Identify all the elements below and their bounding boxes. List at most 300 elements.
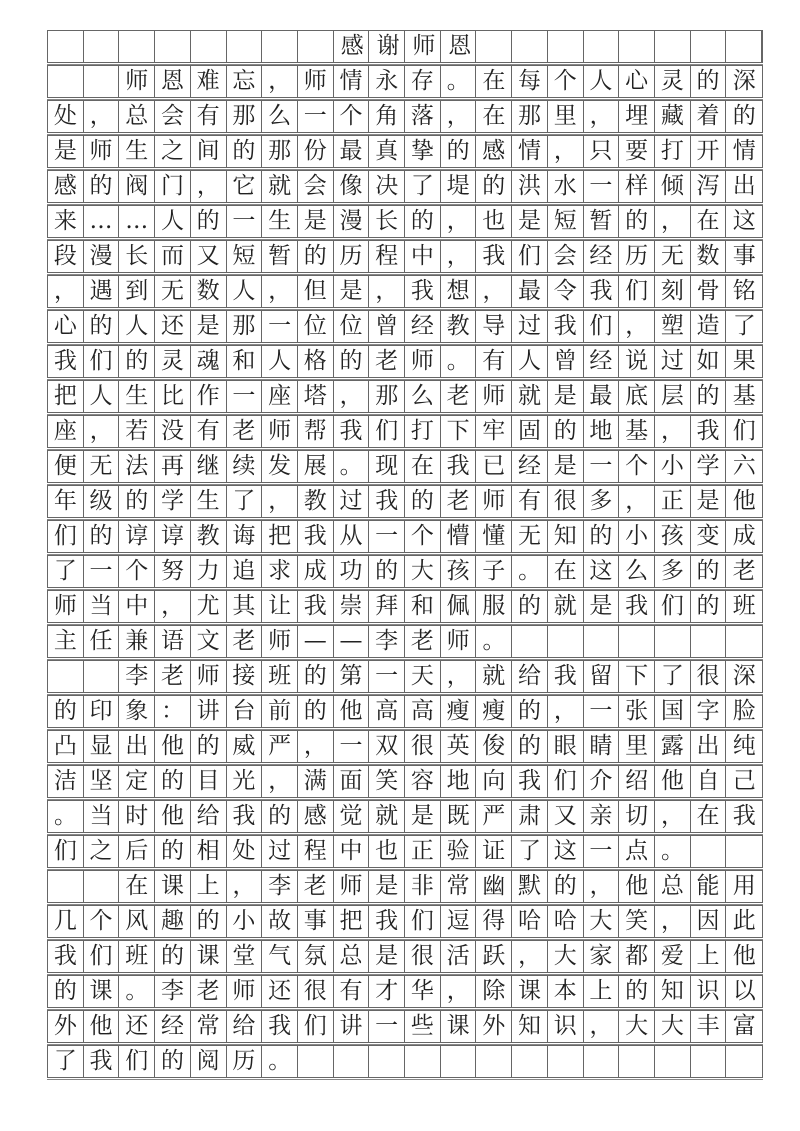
grid-cell: 大: [655, 1011, 691, 1042]
grid-cell: 英: [441, 731, 477, 762]
grid-cell: [548, 626, 584, 657]
grid-cell: [476, 31, 512, 62]
grid-cell: 底: [619, 381, 655, 412]
grid-cell: 在: [476, 101, 512, 132]
grid-cell: 有: [476, 346, 512, 377]
grid-cell: 在: [691, 801, 727, 832]
grid-cell: 再: [155, 451, 191, 482]
grid-cell: 班: [262, 661, 298, 692]
grid-cell: 大: [584, 906, 620, 937]
grid-cell: 是: [369, 871, 405, 902]
grid-cell: 笑: [369, 766, 405, 797]
grid-cell: 想: [441, 276, 477, 307]
grid-cell: 爱: [655, 941, 691, 972]
grid-cell: 天: [405, 661, 441, 692]
grid-cell: 识: [548, 1011, 584, 1042]
grid-cell: 都: [619, 941, 655, 972]
grid-cell: 若: [119, 416, 155, 447]
grid-cell: 的: [119, 346, 155, 377]
grid-cell: 堂: [227, 941, 263, 972]
grid-cell: 讲: [334, 1011, 370, 1042]
grid-cell: 情: [732, 138, 756, 164]
grid-cell: 一: [584, 836, 620, 867]
grid-cell: [298, 31, 334, 62]
grid-cell: 李: [119, 661, 155, 692]
grid-cell: 面: [334, 766, 370, 797]
grid-cell: 自: [691, 766, 727, 797]
grid-cell: 气: [262, 941, 298, 972]
grid-cell: 一: [584, 696, 620, 727]
grid-cell: 的: [227, 136, 263, 167]
grid-cell: 真: [369, 136, 405, 167]
grid-cell: 下: [619, 661, 655, 692]
grid-cell: 经: [584, 241, 620, 272]
grid-cell: ，: [369, 276, 405, 307]
grid-cell: 了: [655, 661, 691, 692]
grid-cell: 本: [548, 976, 584, 1007]
grid-cell: 一: [227, 206, 263, 237]
grid-cell: 严: [262, 731, 298, 762]
grid-cell: 打: [655, 136, 691, 167]
grid-cell: 脸: [732, 698, 756, 724]
grid-cell: ，: [441, 976, 477, 1007]
grid-cell: 点: [619, 836, 655, 867]
grid-cell: 们: [84, 941, 120, 972]
grid-cell: 验: [441, 836, 477, 867]
grid-cell: 人: [584, 66, 620, 97]
grid-cell: 一: [262, 311, 298, 342]
grid-cell: 求: [262, 556, 298, 587]
grid-cell: 总: [334, 941, 370, 972]
grid-cell: ，: [227, 871, 263, 902]
grid-cell: 生: [262, 206, 298, 237]
grid-cell: 老: [441, 486, 477, 517]
grid-cell: 们: [84, 346, 120, 377]
grid-cell: 常: [191, 1011, 227, 1042]
grid-cell: [655, 31, 691, 62]
grid-cell: 但: [298, 276, 334, 307]
grid-cell: 角: [369, 101, 405, 132]
grid-cell: 骨: [691, 276, 727, 307]
grid-cell: ，: [262, 486, 298, 517]
grid-cell: 们: [298, 1011, 334, 1042]
grid-cell: 心: [619, 66, 655, 97]
grid-cell: 师: [262, 416, 298, 447]
grid-row: [47, 940, 763, 973]
grid-cell: 教: [298, 486, 334, 517]
grid-cell: 有: [334, 976, 370, 1007]
grid-cell: 总: [119, 101, 155, 132]
grid-cell: 肃: [512, 801, 548, 832]
grid-cell: ，: [48, 276, 84, 307]
grid-cell: 知: [512, 1011, 548, 1042]
grid-cell: [691, 31, 727, 62]
grid-cell: 课: [84, 976, 120, 1007]
grid-cell: 落: [405, 101, 441, 132]
grid-cell: 丰: [691, 1011, 727, 1042]
grid-cell: 他: [619, 871, 655, 902]
grid-cell: 便: [48, 451, 84, 482]
grid-cell: 上: [691, 941, 727, 972]
grid-cell: 很: [405, 941, 441, 972]
grid-cell: 漫: [84, 241, 120, 272]
grid-cell: 老: [155, 661, 191, 692]
grid-cell: 的: [405, 486, 441, 517]
grid-cell: 大: [619, 1011, 655, 1042]
grid-cell: ，: [655, 206, 691, 237]
grid-cell: 纯: [732, 733, 756, 759]
grid-cell: 接: [227, 661, 263, 692]
grid-cell: 是: [48, 136, 84, 167]
grid-cell: 活: [441, 941, 477, 972]
grid-cell: 我: [48, 941, 84, 972]
grid-row: [47, 730, 763, 763]
grid-cell: 洪: [512, 171, 548, 202]
essay-title: 感谢师恩: [340, 33, 484, 59]
grid-cell: 很: [548, 486, 584, 517]
grid-cell: 个: [84, 906, 120, 937]
grid-cell: 主: [48, 626, 84, 657]
grid-row: [47, 380, 763, 413]
grid-cell: 一: [369, 1011, 405, 1042]
grid-cell: 说: [619, 346, 655, 377]
grid-cell: 就: [476, 661, 512, 692]
grid-row: [47, 975, 763, 1008]
grid-cell: 处: [48, 101, 84, 132]
grid-cell: 堤: [441, 171, 477, 202]
grid-cell: 的: [191, 206, 227, 237]
grid-cell: 的: [619, 976, 655, 1007]
grid-cell: 暂: [262, 241, 298, 272]
grid-cell: 一: [334, 731, 370, 762]
grid-cell: [369, 1046, 405, 1077]
grid-cell: 事: [732, 243, 756, 269]
grid-cell: 心: [48, 311, 84, 342]
grid-cell: 的: [405, 206, 441, 237]
grid-cell: 曾: [369, 311, 405, 342]
grid-cell: 如: [691, 346, 727, 377]
grid-cell: 么: [405, 381, 441, 412]
grid-cell: [262, 31, 298, 62]
grid-cell: [441, 31, 477, 62]
grid-cell: 这: [584, 556, 620, 587]
grid-cell: 正: [405, 836, 441, 867]
grid-cell: [584, 1046, 620, 1077]
grid-cell: 历: [227, 1046, 263, 1077]
grid-cell: 我: [691, 416, 727, 447]
grid-cell: 让: [262, 591, 298, 622]
grid-cell: 灵: [155, 346, 191, 377]
grid-cell: 他: [732, 488, 756, 514]
grid-cell: 挚: [405, 136, 441, 167]
grid-cell: [119, 31, 155, 62]
grid-cell: 会: [155, 101, 191, 132]
grid-cell: 人: [262, 346, 298, 377]
grid-cell: 感: [48, 171, 84, 202]
grid-cell: 像: [334, 171, 370, 202]
grid-cell: 坚: [84, 766, 120, 797]
grid-cell: 显: [84, 731, 120, 762]
grid-row: [47, 450, 763, 483]
grid-cell: 魂: [191, 346, 227, 377]
grid-cell: 事: [298, 906, 334, 937]
grid-cell: 时: [119, 801, 155, 832]
grid-cell: 下: [441, 416, 477, 447]
grid-row: [47, 415, 763, 448]
grid-cell: 很: [405, 731, 441, 762]
grid-cell: 介: [584, 766, 620, 797]
grid-cell: 知: [548, 521, 584, 552]
grid-cell: 令: [548, 276, 584, 307]
grid-cell: 这: [548, 836, 584, 867]
grid-cell: 我: [476, 241, 512, 272]
grid-cell: ，: [441, 101, 477, 132]
grid-cell: 个: [334, 101, 370, 132]
grid-cell: 门: [155, 171, 191, 202]
grid-cell: 我: [369, 906, 405, 937]
grid-cell: 座: [48, 416, 84, 447]
grid-cell: 地: [584, 416, 620, 447]
grid-cell: 。: [476, 626, 512, 657]
grid-cell: 们: [548, 766, 584, 797]
grid-cell: ，: [334, 381, 370, 412]
grid-cell: 的: [548, 416, 584, 447]
grid-cell: [548, 1046, 584, 1077]
grid-cell: 就: [512, 381, 548, 412]
grid-cell: 老: [441, 381, 477, 412]
grid-row: [47, 555, 763, 588]
grid-cell: 着: [691, 101, 727, 132]
grid-cell: 懂: [476, 521, 512, 552]
grid-cell: 了: [405, 171, 441, 202]
grid-cell: 上: [191, 871, 227, 902]
grid-cell: 把: [334, 906, 370, 937]
grid-cell: 是: [584, 591, 620, 622]
grid-row: [47, 905, 763, 938]
grid-cell: 样: [619, 171, 655, 202]
grid-cell: 容: [405, 766, 441, 797]
grid-cell: 师: [334, 871, 370, 902]
grid-cell: [655, 1046, 691, 1077]
grid-cell: 幽: [476, 871, 512, 902]
grid-cell: 的: [119, 486, 155, 517]
grid-cell: 证: [476, 836, 512, 867]
grid-cell: 变: [691, 521, 727, 552]
grid-cell: 要: [619, 136, 655, 167]
grid-cell: 人: [84, 381, 120, 412]
grid-cell: 我: [298, 591, 334, 622]
grid-cell: 国: [655, 696, 691, 727]
grid-cell: 牢: [476, 416, 512, 447]
grid-cell: 在: [691, 206, 727, 237]
grid-cell: 了: [48, 556, 84, 587]
grid-cell: 李: [155, 976, 191, 1007]
grid-cell: 我: [584, 276, 620, 307]
composition-grid-paper: [47, 30, 763, 1080]
grid-cell: 遇: [84, 276, 120, 307]
grid-cell: 的: [732, 103, 756, 129]
grid-cell: 数: [691, 241, 727, 272]
grid-cell: 果: [732, 348, 756, 374]
grid-cell: 是: [512, 206, 548, 237]
grid-cell: 个: [619, 451, 655, 482]
grid-row: [47, 205, 763, 238]
grid-row: [47, 625, 763, 658]
grid-cell: 常: [441, 871, 477, 902]
grid-cell: 老: [732, 558, 756, 584]
grid-cell: 程: [298, 836, 334, 867]
grid-cell: 的: [84, 521, 120, 552]
grid-cell: [726, 1046, 762, 1077]
grid-cell: 们: [732, 418, 756, 444]
grid-cell: 法: [119, 451, 155, 482]
grid-cell: 每: [512, 66, 548, 97]
grid-cell: ，: [84, 416, 120, 447]
grid-cell: 是: [191, 311, 227, 342]
grid-row: [47, 240, 763, 273]
grid-cell: 。: [655, 836, 691, 867]
grid-cell: 人: [227, 276, 263, 307]
grid-row: [47, 310, 763, 343]
grid-cell: ：: [155, 696, 191, 727]
grid-cell: ，: [84, 101, 120, 132]
grid-cell: 了: [48, 1046, 84, 1077]
grid-cell: 长: [119, 241, 155, 272]
grid-cell: 几: [48, 906, 84, 937]
grid-cell: 里: [619, 731, 655, 762]
grid-cell: 的: [262, 801, 298, 832]
grid-cell: 阀: [119, 171, 155, 202]
grid-cell: 成: [732, 523, 756, 549]
grid-cell: 大: [548, 941, 584, 972]
grid-cell: 的: [298, 241, 334, 272]
grid-cell: 而: [155, 241, 191, 272]
grid-cell: 生: [191, 486, 227, 517]
grid-cell: 我: [369, 486, 405, 517]
grid-cell: 得: [476, 906, 512, 937]
grid-cell: 学: [691, 451, 727, 482]
grid-cell: [476, 1046, 512, 1077]
grid-cell: 拜: [369, 591, 405, 622]
grid-cell: ，: [441, 661, 477, 692]
grid-cell: 人: [119, 311, 155, 342]
grid-cell: 老: [369, 346, 405, 377]
grid-cell: 小: [227, 906, 263, 937]
grid-cell: 级: [84, 486, 120, 517]
grid-cell: 外: [476, 1011, 512, 1042]
grid-cell: 既: [441, 801, 477, 832]
grid-cell: [48, 66, 84, 97]
grid-cell: 李: [262, 871, 298, 902]
grid-cell: 前: [262, 696, 298, 727]
grid-cell: 非: [405, 871, 441, 902]
grid-cell: 教: [441, 311, 477, 342]
grid-cell: 无: [512, 521, 548, 552]
grid-cell: 凸: [48, 731, 84, 762]
grid-cell: 它: [227, 171, 263, 202]
grid-cell: 孩: [441, 556, 477, 587]
grid-cell: 的: [334, 346, 370, 377]
grid-cell: 觉: [334, 801, 370, 832]
grid-cell: 给: [191, 801, 227, 832]
grid-cell: 的: [691, 556, 727, 587]
grid-cell: [691, 836, 727, 867]
grid-row: [47, 870, 763, 903]
grid-cell: 些: [405, 1011, 441, 1042]
grid-cell: 故: [262, 906, 298, 937]
grid-cell: 是: [369, 941, 405, 972]
grid-cell: 的: [691, 591, 727, 622]
grid-cell: 塔: [298, 381, 334, 412]
grid-cell: 暂: [584, 206, 620, 237]
grid-cell: 。: [262, 1046, 298, 1077]
grid-cell: 经: [155, 1011, 191, 1042]
grid-cell: 是: [548, 381, 584, 412]
grid-cell: 此: [732, 908, 756, 934]
grid-cell: 短: [548, 206, 584, 237]
grid-cell: 在: [119, 871, 155, 902]
grid-cell: ，: [655, 801, 691, 832]
grid-cell: 基: [732, 383, 756, 409]
grid-cell: 比: [155, 381, 191, 412]
grid-cell: 人: [512, 346, 548, 377]
grid-cell: [619, 626, 655, 657]
grid-cell: 台: [227, 696, 263, 727]
grid-cell: 。: [48, 801, 84, 832]
title-row: [47, 30, 763, 63]
grid-cell: 又: [548, 801, 584, 832]
grid-cell: 一: [298, 101, 334, 132]
grid-cell: 就: [548, 591, 584, 622]
grid-cell: 威: [227, 731, 263, 762]
grid-cell: ，: [655, 416, 691, 447]
grid-cell: 一: [584, 171, 620, 202]
grid-cell: 懵: [441, 521, 477, 552]
grid-cell: —: [334, 626, 370, 657]
grid-cell: 己: [732, 768, 756, 794]
grid-cell: 课: [441, 1011, 477, 1042]
grid-cell: 正: [655, 486, 691, 517]
grid-cell: 师: [262, 626, 298, 657]
grid-cell: 力: [191, 556, 227, 587]
grid-cell: 我: [227, 801, 263, 832]
grid-cell: 努: [155, 556, 191, 587]
grid-cell: 没: [155, 416, 191, 447]
grid-cell: 的: [155, 1046, 191, 1077]
grid-cell: 的: [84, 171, 120, 202]
grid-cell: 漫: [334, 206, 370, 237]
grid-cell: 一: [369, 521, 405, 552]
grid-cell: [441, 1046, 477, 1077]
grid-cell: 跃: [476, 941, 512, 972]
grid-cell: …: [119, 206, 155, 237]
grid-cell: 中: [405, 241, 441, 272]
grid-cell: —: [298, 626, 334, 657]
grid-cell: 无: [655, 241, 691, 272]
grid-cell: [227, 31, 263, 62]
grid-cell: 张: [619, 696, 655, 727]
grid-cell: 诲: [227, 521, 263, 552]
grid-cell: 的: [512, 731, 548, 762]
grid-cell: 任: [84, 626, 120, 657]
grid-cell: 我: [512, 766, 548, 797]
grid-cell: 泻: [691, 171, 727, 202]
grid-cell: 在: [405, 451, 441, 482]
grid-cell: 我: [84, 1046, 120, 1077]
grid-cell: 的: [369, 556, 405, 587]
grid-cell: 双: [369, 731, 405, 762]
grid-cell: 小: [619, 521, 655, 552]
